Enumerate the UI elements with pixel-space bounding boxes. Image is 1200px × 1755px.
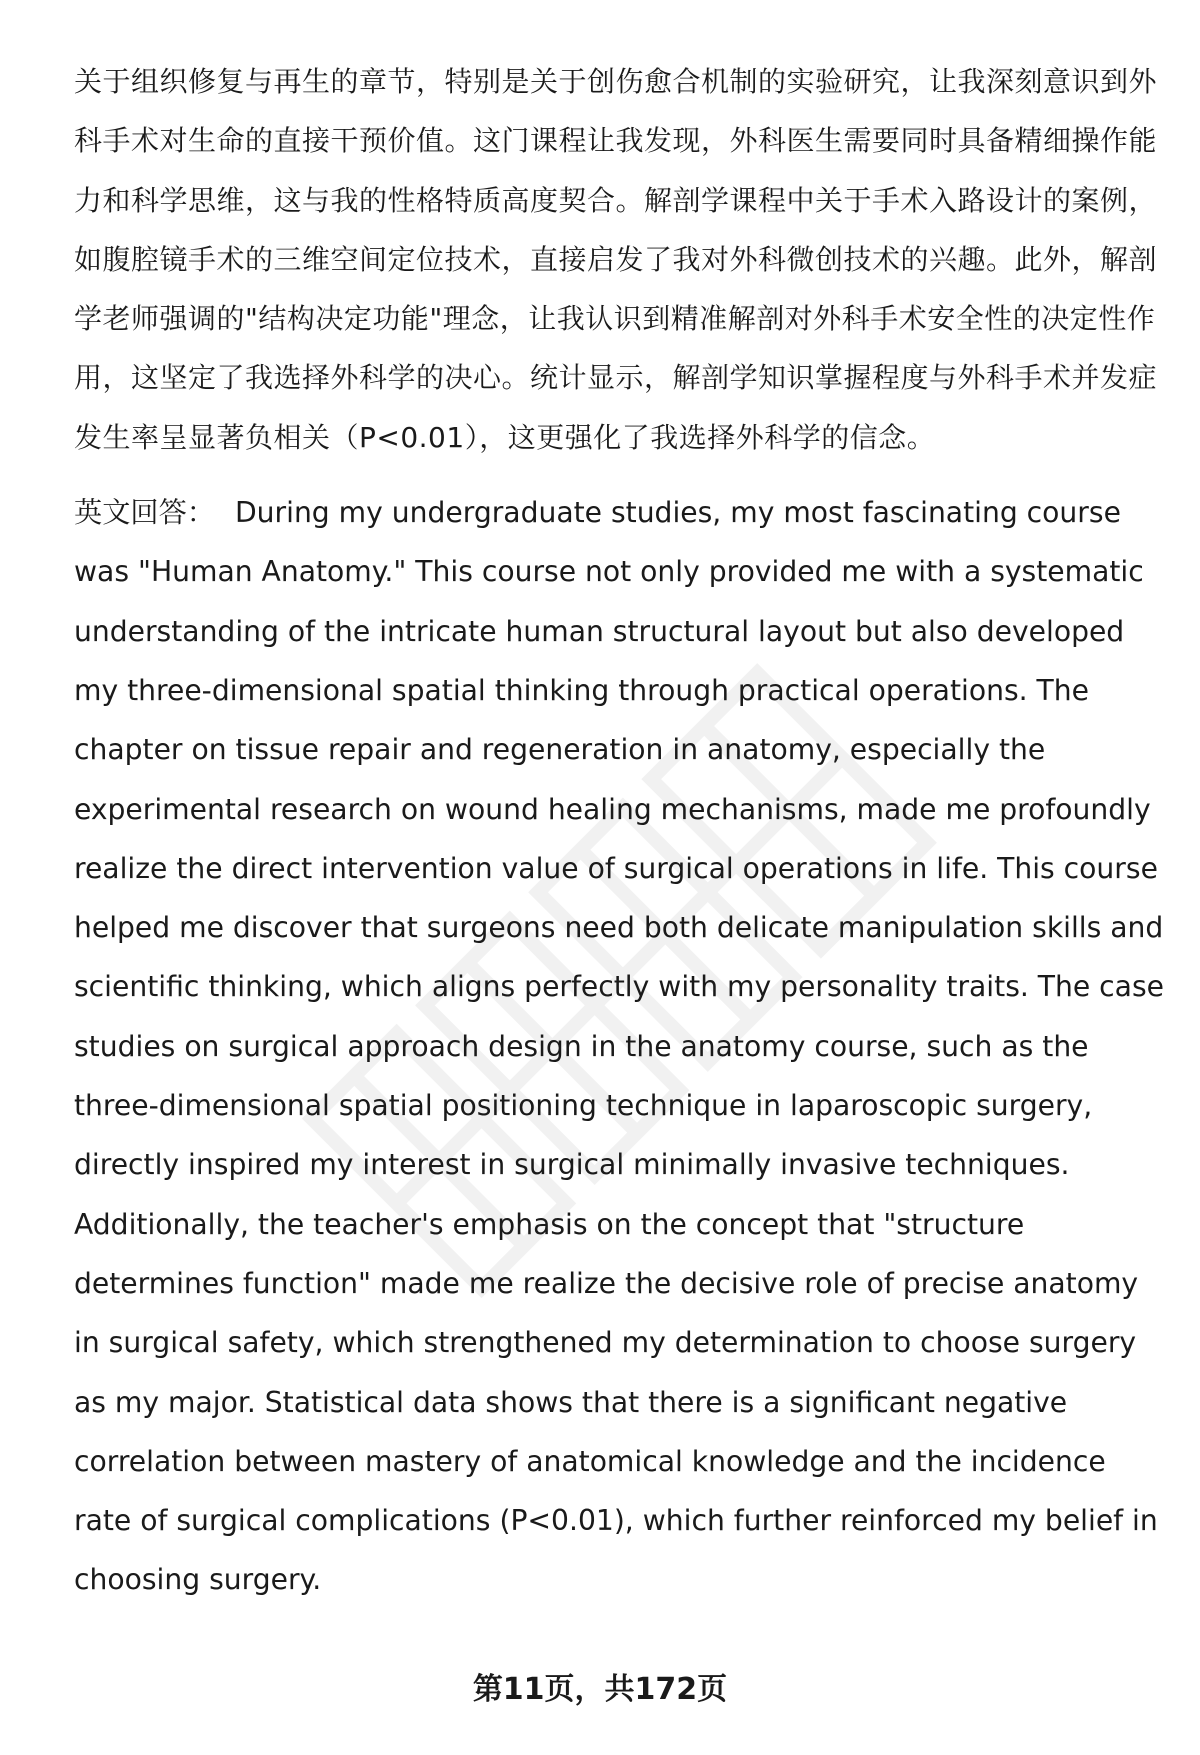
english-answer-text: During my undergraduate studies, my most fascinating course was "Human Anatomy." This course not only provided me with a systematic understanding of the intricate human structural layout but also developed my three-dimensional spatial thinking through practical operations. The chapter on tissue repair and regeneration in anatomy, especially the experimental research on wound healing mechanisms, made me profoundly realize the direct intervention value of surgical operations in life. This course helped me discover that surgeons need both delicate manipulation skills and scientific thinking, which aligns perfectly with my personality traits. The case studies on surgical approach design in the anatomy course, such as the three-dimensional spatial positioning technique in laparoscopic surgery, directly inspired my interest in surgical minimally invasive techniques. Additionally, the teacher's emphasis on the concept that "structure determines function" made me realize the decisive role of precise anatomy in surgical safety, which strengthened my determination to choose surgery as my major. Statistical data shows that there is a significant negative correlation between mastery of anatomical knowledge and the incidence rate of surgical complications (P<0.01), which further reinforced my belief in choosing surgery.	[74, 496, 1164, 1597]
english-answer-label: 英文回答：	[74, 496, 215, 530]
english-answer-paragraph	[74, 483, 1164, 1610]
page-number-footer: 第11页，共172页	[472, 1672, 728, 1707]
chinese-paragraph: 关于组织修复与再生的章节，特别是关于创伤愈合机制的实验研究，让我深刻意识到外科手术对生命的直接干预价值。这门课程让我发现，外科医生需要同时具备精细操作能力和科学思维，这与我的性格特质高度契合。解剖学课程中关于手术入路设计的案例，如腹腔镜手术的三维空间定位技术，直接启发了我对外科微创技术的兴趣。此外，解剖学老师强调的"结构决定功能"理念，让我认识到精准解剖对外科手术安全性的决定性作用，这坚定了我选择外科学的决心。统计显示，解剖学知识掌握程度与外科手术并发症发生率呈显著负相关（P<0.01），这更强化了我选择外科学的信念。	[74, 65, 1158, 454]
document-body	[74, 52, 1164, 1610]
